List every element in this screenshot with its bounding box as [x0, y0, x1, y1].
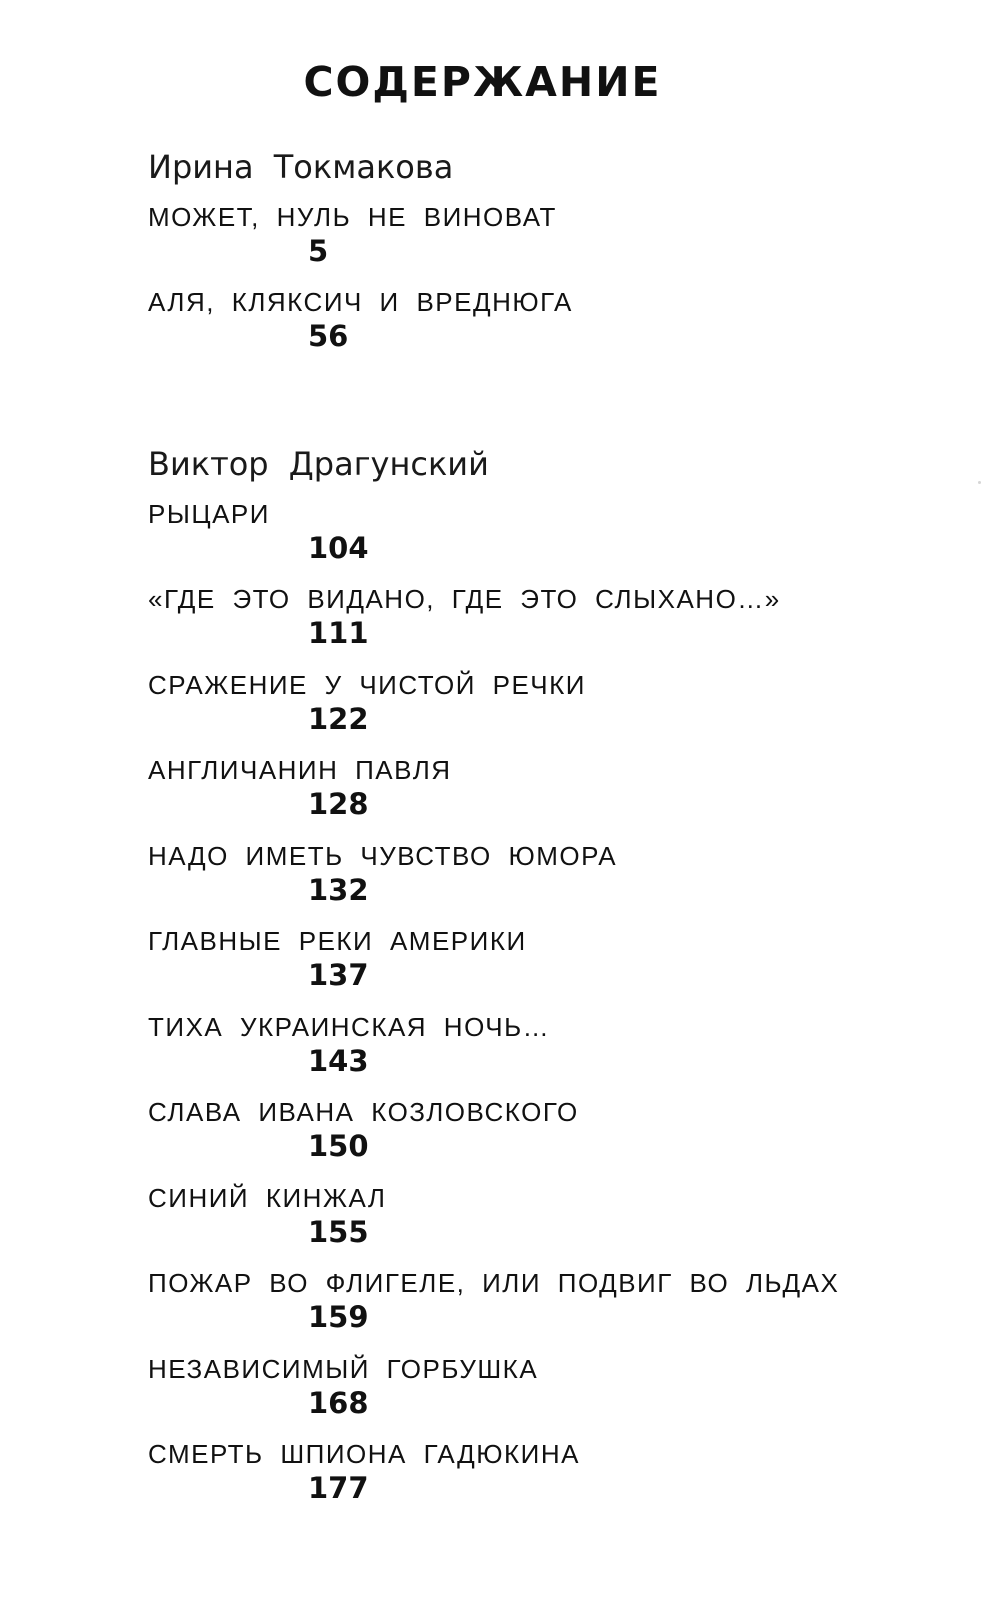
page-number: 132: [308, 873, 369, 907]
page-number: 56: [308, 319, 349, 353]
page-title: СОДЕРЖАНИЕ: [303, 58, 662, 106]
page-number: 168: [308, 1386, 369, 1420]
page-number: 177: [308, 1471, 369, 1505]
page-number: 104: [308, 531, 369, 565]
story-title: МОЖЕТ, НУЛЬ НЕ ВИНОВАТ: [148, 202, 557, 232]
story-title: СЛАВА ИВАНА КОЗЛОВСКОГО: [148, 1097, 579, 1127]
page-number: 122: [308, 702, 369, 736]
author-name: Ирина Токмакова: [148, 148, 454, 186]
story-title: НЕЗАВИСИМЫЙ ГОРБУШКА: [148, 1354, 539, 1384]
page-number: 128: [308, 787, 369, 821]
page-number: 159: [308, 1300, 369, 1334]
story-title: РЫЦАРИ: [148, 499, 270, 529]
page-number: 137: [308, 958, 369, 992]
story-title: АЛЯ, КЛЯКСИЧ И ВРЕДНЮГА: [148, 287, 573, 317]
page-number: 111: [308, 616, 369, 650]
story-title: СИНИЙ КИНЖАЛ: [148, 1183, 387, 1213]
story-title: СМЕРТЬ ШПИОНА ГАДЮКИНА: [148, 1439, 580, 1469]
story-title: ПОЖАР ВО ФЛИГЕЛЕ, ИЛИ ПОДВИГ ВО ЛЬДАХ: [148, 1268, 840, 1298]
page-number: 143: [308, 1044, 369, 1078]
story-title: АНГЛИЧАНИН ПАВЛЯ: [148, 755, 452, 785]
page-number: 150: [308, 1129, 369, 1163]
story-title: НАДО ИМЕТЬ ЧУВСТВО ЮМОРА: [148, 841, 618, 871]
page-number: 5: [308, 234, 329, 268]
story-title: ТИХА УКРАИНСКАЯ НОЧЬ…: [148, 1012, 551, 1042]
paper-speck: [978, 481, 981, 484]
page-number: 155: [308, 1215, 369, 1249]
story-title: ГЛАВНЫЕ РЕКИ АМЕРИКИ: [148, 926, 527, 956]
author-name: Виктор Драгунский: [148, 445, 489, 483]
story-title: «ГДЕ ЭТО ВИДАНО, ГДЕ ЭТО СЛЫХАНО…»: [148, 584, 781, 614]
story-title: СРАЖЕНИЕ У ЧИСТОЙ РЕЧКИ: [148, 670, 586, 700]
